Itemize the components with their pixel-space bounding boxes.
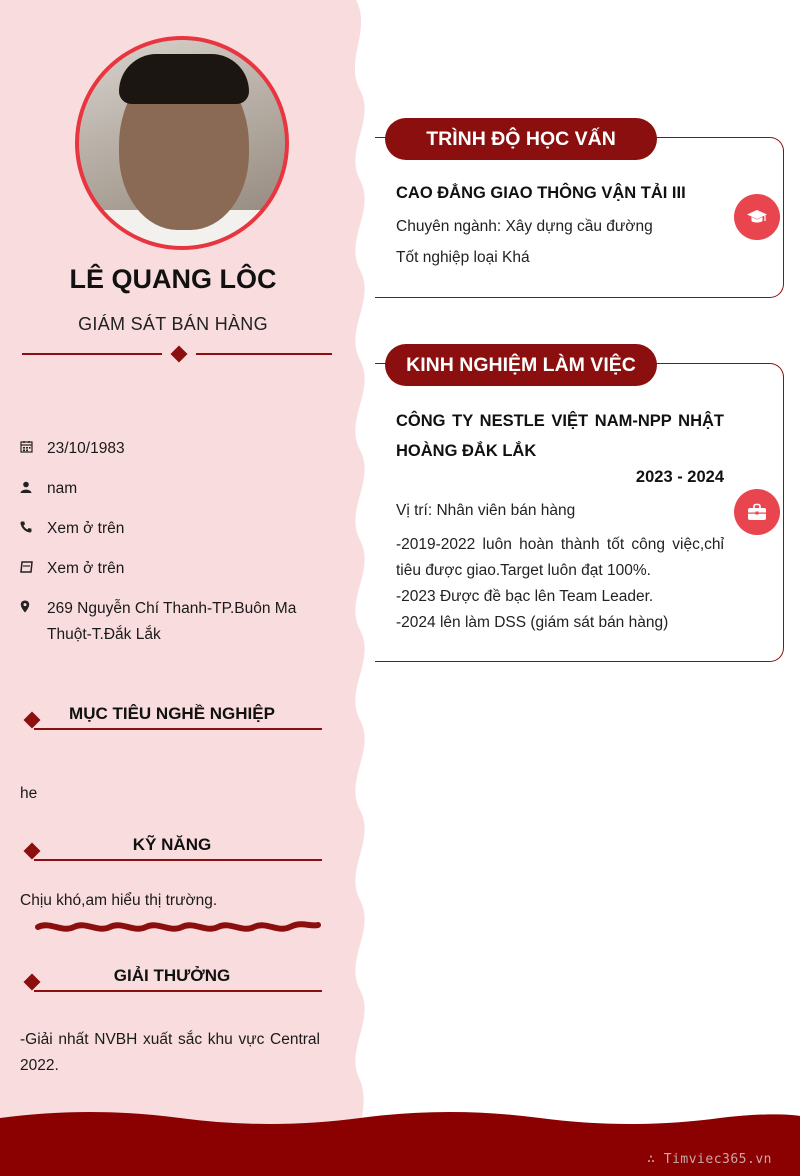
experience-details xyxy=(396,532,724,636)
candidate-job-title: GIÁM SÁT BÁN HÀNG xyxy=(78,314,268,334)
objective-heading xyxy=(22,704,322,730)
email-icon xyxy=(20,556,47,582)
contact-phone xyxy=(20,516,320,542)
map-marker-icon xyxy=(20,596,47,622)
phone-icon xyxy=(20,516,47,542)
candidate-name: LÊ QUANG LÔC xyxy=(69,264,277,294)
education-school: CAO ĐẲNG GIAO THÔNG VẬN TẢI III xyxy=(396,184,686,202)
skills-text: Chịu khó,am hiểu thị trường. xyxy=(20,892,218,909)
experience-heading: KINH NGHIỆM LÀM VIỆC xyxy=(385,344,657,386)
experience-position: Vị trí: Nhân viên bán hàng xyxy=(396,502,576,519)
skills-heading-label: KỸ NĂNG xyxy=(132,835,212,854)
skills-heading xyxy=(22,835,322,861)
contact-info-list xyxy=(20,436,320,662)
awards-heading xyxy=(22,966,322,992)
graduation-cap-icon xyxy=(734,194,780,240)
experience-detail-item: -2019-2022 luôn hoàn thành tốt công việc,chỉ tiêu được giao.Target luôn đạt 100%. xyxy=(396,536,724,579)
education-major: Chuyên ngành: Xây dựng cầu đường xyxy=(396,218,653,235)
decorative-squiggle xyxy=(34,918,322,936)
title-divider xyxy=(22,346,332,362)
user-icon xyxy=(20,476,47,502)
briefcase-icon xyxy=(734,489,780,535)
awards-heading-label: GIẢI THƯỞNG xyxy=(113,966,231,985)
objective-text: he xyxy=(20,785,38,802)
experience-detail-item: -2024 lên làm DSS (giám sát bán hàng) xyxy=(396,614,669,631)
experience-detail-item: -2023 Được đề bạc lên Team Leader. xyxy=(396,588,654,605)
education-heading: TRÌNH ĐỘ HỌC VẤN xyxy=(385,118,657,160)
birthday-value: 23/10/1983 xyxy=(47,440,125,457)
experience-company xyxy=(396,406,724,466)
phone-value: Xem ở trên xyxy=(47,520,125,537)
experience-period: 2023 - 2024 xyxy=(635,468,724,486)
calendar-icon xyxy=(20,436,47,462)
watermark: ∴ Timviec365.vn xyxy=(647,1152,772,1167)
contact-gender xyxy=(20,476,320,502)
awards-text: -Giải nhất NVBH xuất sắc khu vực Central 2022. xyxy=(20,1031,320,1074)
address-value: 269 Nguyễn Chí Thanh-TP.Buôn Ma Thuột-T.Đắk Lắk xyxy=(47,600,297,643)
contact-birthday xyxy=(20,436,320,462)
email-value: Xem ở trên xyxy=(47,560,125,577)
objective-heading-label: MỤC TIÊU NGHỀ NGHIỆP xyxy=(69,704,275,723)
contact-email xyxy=(20,556,320,582)
experience-company-line1: CÔNG TY NESTLE VIỆT NAM-NPP NHẬT xyxy=(396,412,724,430)
photo-hair xyxy=(119,54,249,104)
gender-value: nam xyxy=(47,480,78,497)
experience-company-line2: HOÀNG ĐẮK LẮK xyxy=(396,442,537,460)
profile-photo xyxy=(75,36,289,250)
contact-address xyxy=(20,596,320,648)
education-grade: Tốt nghiệp loại Khá xyxy=(396,249,530,266)
